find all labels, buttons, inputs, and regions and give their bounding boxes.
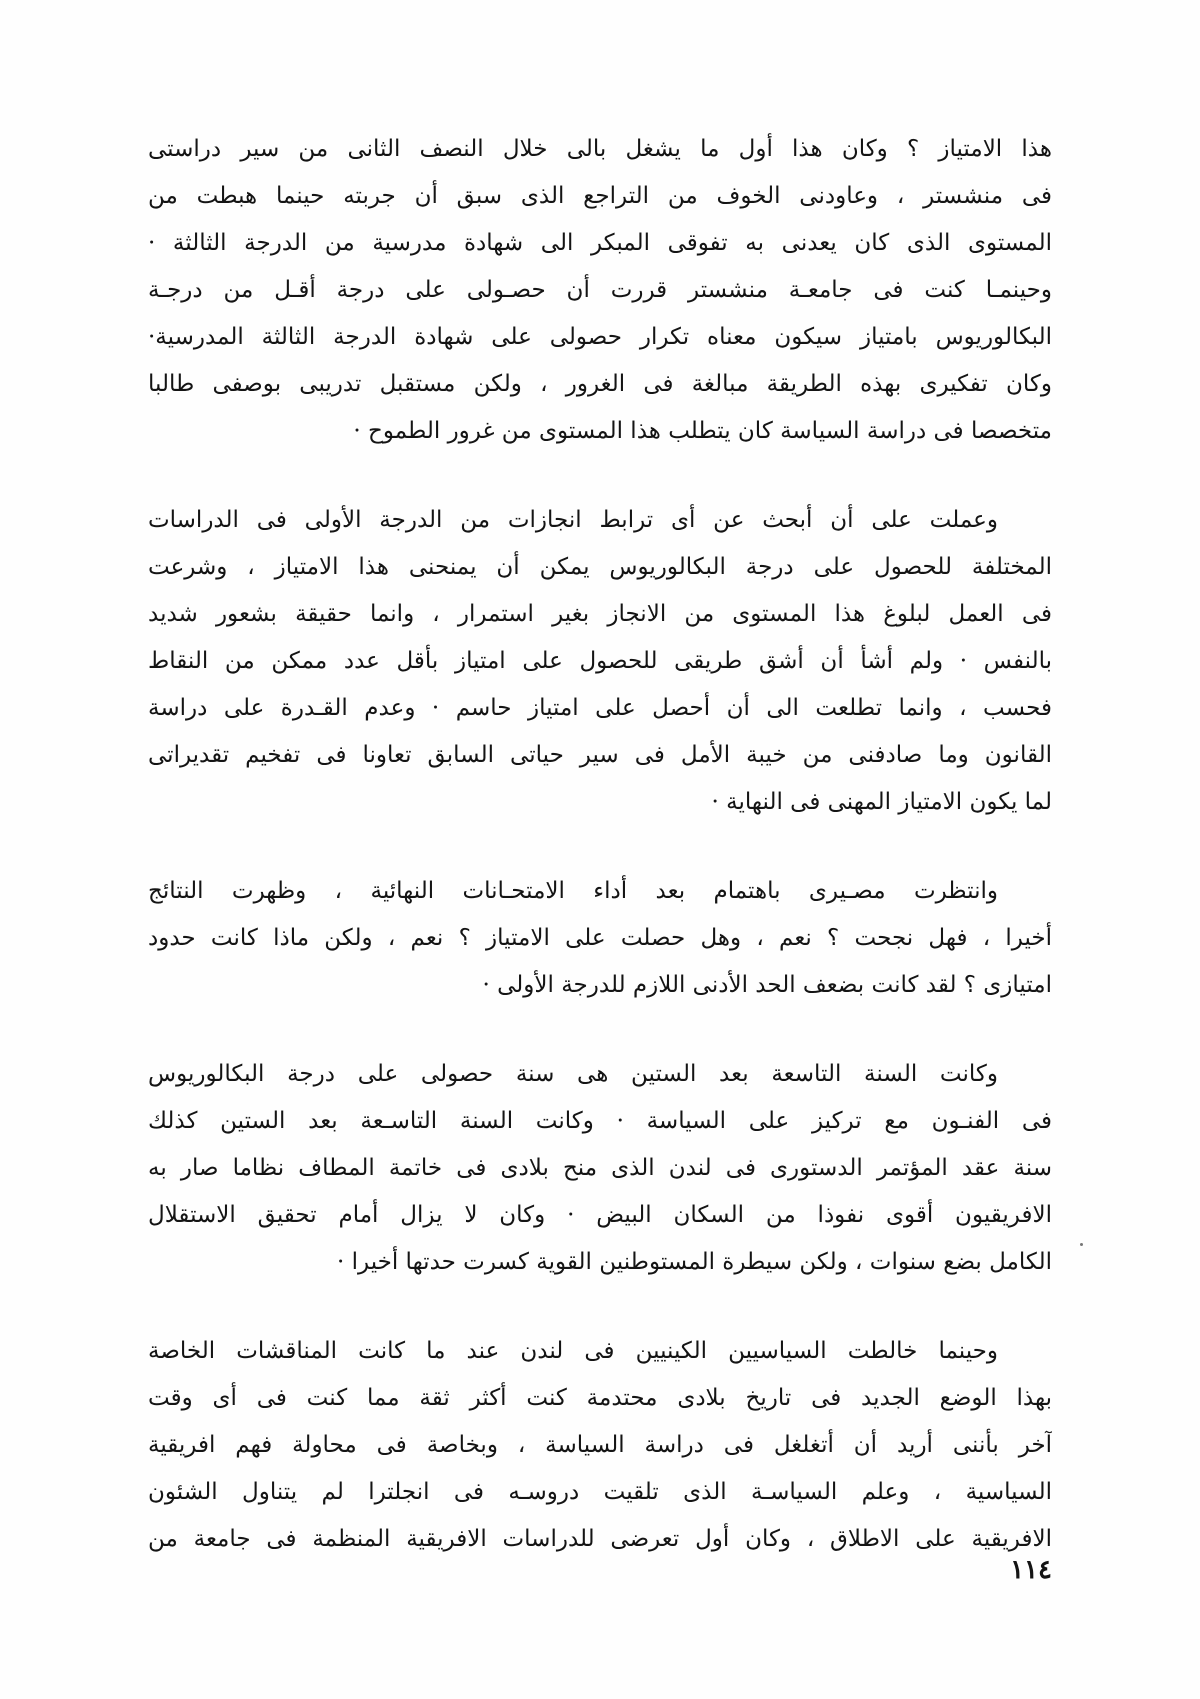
text-line: وانتظرت مصـيرى باهتمام بعد أداء الامتحـانات النهائية ، وظهرت النتائج	[148, 878, 998, 904]
paragraph-gap	[148, 1286, 1052, 1328]
text-line: آخر بأننى أريد أن أتغلغل فى دراسة السياسة ، وبخاصة فى محاولة فهم افريقية	[148, 1432, 1052, 1458]
text-line: هذا الامتياز ؟ وكان هذا أول ما يشغل بالى خلال النصف الثانى من سير دراستى	[148, 136, 1052, 162]
paragraph-1	[148, 126, 1052, 455]
text-line: السياسية ، وعلم السياسـة الذى تلقيت دروسـه فى انجلترا لم يتناول الشئون	[148, 1479, 1052, 1505]
text-line: أخيرا ، فهل نجحت ؟ نعم ، وهل حصلت على الامتياز ؟ نعم ، ولكن ماذا كانت حدود	[148, 925, 1052, 951]
text-line: بهذا الوضع الجديد فى تاريخ بلادى محتدمة كنت أكثر ثقة مما كنت فى أى وقت	[148, 1385, 1052, 1411]
text-line: المستوى الذى كان يعدنى به تفوقى المبكر الى شهادة مدرسية من الدرجة الثالثة ·	[148, 230, 1052, 256]
text-line: المختلفة للحصول على درجة البكالوريوس يمكن أن يمنحنى هذا الامتياز ، وشرعت	[148, 554, 1052, 580]
text-line: وكان تفكيرى بهذه الطريقة مبالغة فى الغرور ، ولكن مستقبل تدريبى بوصفى طالبا	[148, 371, 1052, 397]
text-line: فحسب ، وانما تطلعت الى أن أحصل على امتياز حاسم · وعدم القـدرة على دراسة	[148, 695, 1052, 721]
text-line: بالنفس · ولم أشأ أن أشق طريقى للحصول على امتياز بأقل عدد ممكن من النقاط	[148, 648, 1052, 674]
paragraph-2	[148, 497, 1052, 826]
paragraph-4	[148, 1051, 1052, 1286]
body-text	[148, 126, 1052, 1563]
text-line: فى منشستر ، وعاودنى الخوف من التراجع الذى سبق أن جربته حينما هبطت من	[148, 183, 1052, 209]
text-line: الكامل بضع سنوات ، ولكن سيطرة المستوطنين القوية كسرت حدتها أخيرا ·	[337, 1249, 1052, 1275]
text-line: وعملت على أن أبحث عن أى ترابط انجازات من الدرجة الأولى فى الدراسات	[148, 507, 998, 533]
text-line: الافريقيون أقوى نفوذا من السكان البيض · وكان لا يزال أمام تحقيق الاستقلال	[148, 1202, 1052, 1228]
text-line: وحينما خالطت السياسيين الكينيين فى لندن عند ما كانت المناقشات الخاصة	[148, 1338, 998, 1364]
text-line: سنة عقد المؤتمر الدستورى فى لندن الذى منح بلادى فى خاتمة المطاف نظاما صار به	[148, 1155, 1052, 1181]
paragraph-5	[148, 1328, 1052, 1563]
text-line: وكانت السنة التاسعة بعد الستين هى سنة حصولى على درجة البكالوريوس	[148, 1061, 998, 1087]
paragraph-gap	[148, 1009, 1052, 1051]
text-line: البكالوريوس بامتياز سيكون معناه تكرار حصولى على شهادة الدرجة الثالثة المدرسية·	[148, 324, 1052, 350]
text-line: الافريقية على الاطلاق ، وكان أول تعرضى للدراسات الافريقية المنظمة فى جامعة من	[148, 1526, 1052, 1552]
text-line: امتيازى ؟ لقد كانت بضعف الحد الأدنى اللازم للدرجة الأولى ·	[482, 972, 1052, 998]
paragraph-3	[148, 868, 1052, 1009]
scan-speck	[1080, 1243, 1083, 1246]
text-line: لما يكون الامتياز المهنى فى النهاية ·	[711, 789, 1052, 815]
text-line: متخصصا فى دراسة السياسة كان يتطلب هذا المستوى من غرور الطموح ·	[353, 418, 1052, 444]
paragraph-gap	[148, 455, 1052, 497]
text-line: فى الفنـون مع تركيز على السياسة · وكانت السنة التاسـعة بعد الستين كذلك	[148, 1108, 1052, 1134]
text-line: القانون وما صادفنى من خيبة الأمل فى سير حياتى السابق تعاونا فى تفخيم تقديراتى	[148, 742, 1052, 768]
page-number: ١١٤	[1010, 1555, 1052, 1585]
paragraph-gap	[148, 826, 1052, 868]
text-line: فى العمل لبلوغ هذا المستوى من الانجاز بغير استمرار ، وانما حقيقة بشعور شديد	[148, 601, 1052, 627]
text-line: وحينمـا كنت فى جامعـة منشستر قررت أن حصـولى على درجة أقـل من درجـة	[148, 277, 1052, 303]
